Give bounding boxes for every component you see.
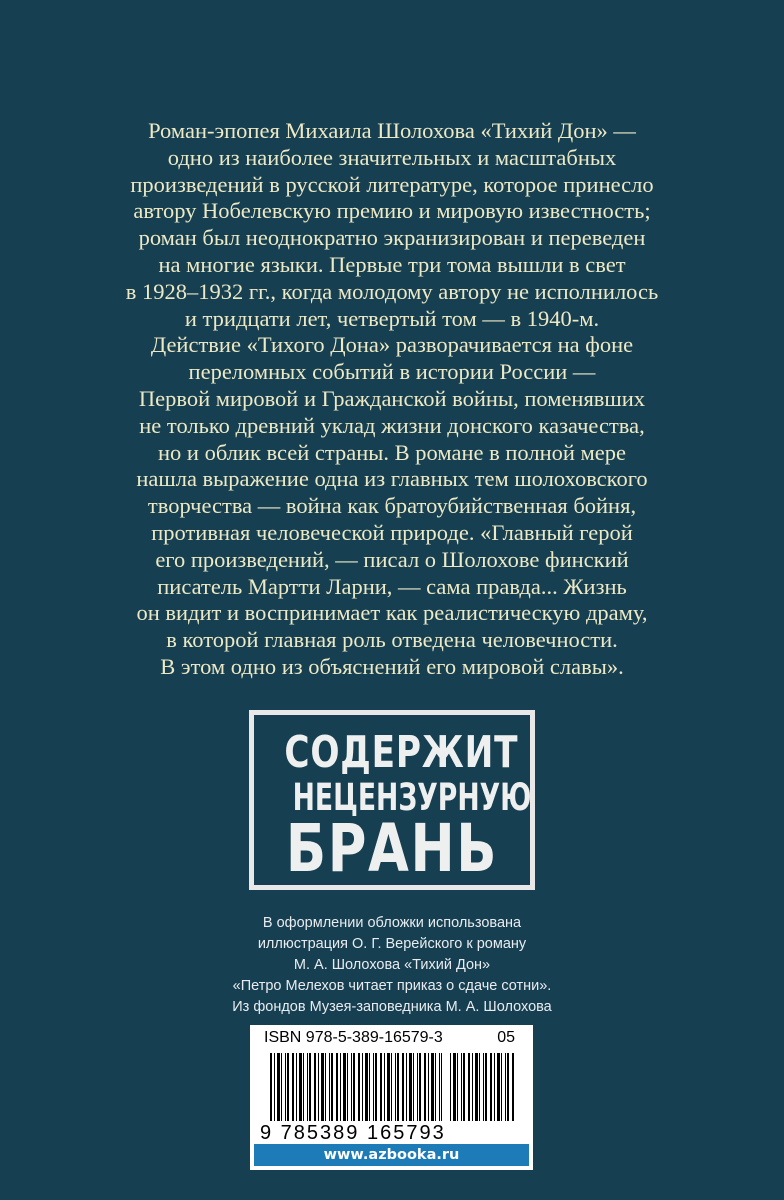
- credits-line: М. А. Шолохова «Тихий Дон»: [293, 957, 491, 973]
- cover-credits: [200, 913, 584, 1018]
- publisher-url: www.azbooka.ru: [254, 1144, 529, 1166]
- warning-line-1: СОДЕРЖИТ: [284, 727, 519, 778]
- annotation-line: не только древний уклад жизни донского казачества,: [139, 412, 645, 438]
- annotation-line: произведений в русской литературе, которое принесло: [130, 171, 654, 197]
- profanity-warning-stamp: [249, 710, 535, 890]
- annotation-line: Роман-эпопея Михаила Шолохова «Тихий Дон» —: [148, 118, 636, 143]
- annotation-line: нашла выражение одна из главных тем шолоховского: [136, 466, 648, 492]
- isbn-barcode: [250, 1025, 533, 1170]
- warning-line-2: НЕЦЕНЗУРНУЮ: [292, 776, 532, 819]
- barcode-digits: 9 785389 165793: [254, 1121, 529, 1145]
- annotation-line: Первой мировой и Гражданской войны, поменявших: [138, 385, 646, 411]
- credits-line: Из фондов Музея-заповедника М. А. Шолохова: [232, 999, 552, 1015]
- barcode-addon: 05: [497, 1029, 515, 1046]
- annotation-line: на многие языки. Первые три тома вышли в свет: [158, 251, 626, 277]
- annotation-line: творчества — война как братоубийственная бойня,: [147, 493, 637, 519]
- annotation-line: роман был неоднократно экранизирован и переведен: [138, 225, 646, 251]
- credits-line: иллюстрация О. Г. Верейского к роману: [257, 936, 527, 952]
- annotation-line: и тридцати лет, четвертый том — в 1940-м.: [184, 305, 600, 331]
- annotation-line: Действие «Тихого Дона» разворачивается на фоне: [150, 332, 634, 358]
- annotation-text: [60, 118, 724, 681]
- credits-line: В оформлении обложки использована: [262, 915, 522, 931]
- annotation-line: в 1928–1932 гг., когда молодому автору не исполнилось: [125, 278, 659, 304]
- annotation-line: он видит и воспринимает как реалистическую драму,: [136, 600, 648, 626]
- annotation-line: одно из наиболее значительных и масштабных: [167, 144, 617, 170]
- annotation-line: автору Нобелевскую премию и мировую известность;: [133, 198, 651, 224]
- annotation-line: писатель Мартти Ларни, — сама правда... Жизнь: [157, 573, 627, 599]
- annotation-line: переломных событий в истории России —: [188, 359, 596, 385]
- annotation-line: его произведений, — писал о Шолохове финский: [155, 546, 629, 572]
- annotation-line: противная человеческой природе. «Главный герой: [151, 519, 633, 545]
- isbn-row: [260, 1029, 523, 1049]
- annotation-line: В этом одно из объяснений его мировой славы».: [160, 653, 624, 679]
- annotation-line: в которой главная роль отведена человечности.: [166, 627, 618, 653]
- credits-line: «Петро Мелехов читает приказ о сдаче сотни».: [232, 978, 552, 994]
- warning-line-3: БРАНЬ: [285, 810, 499, 887]
- isbn-number: ISBN 978-5-389-16579-3: [264, 1029, 443, 1046]
- annotation-line: но и облик всей страны. В романе в полной мере: [157, 439, 626, 465]
